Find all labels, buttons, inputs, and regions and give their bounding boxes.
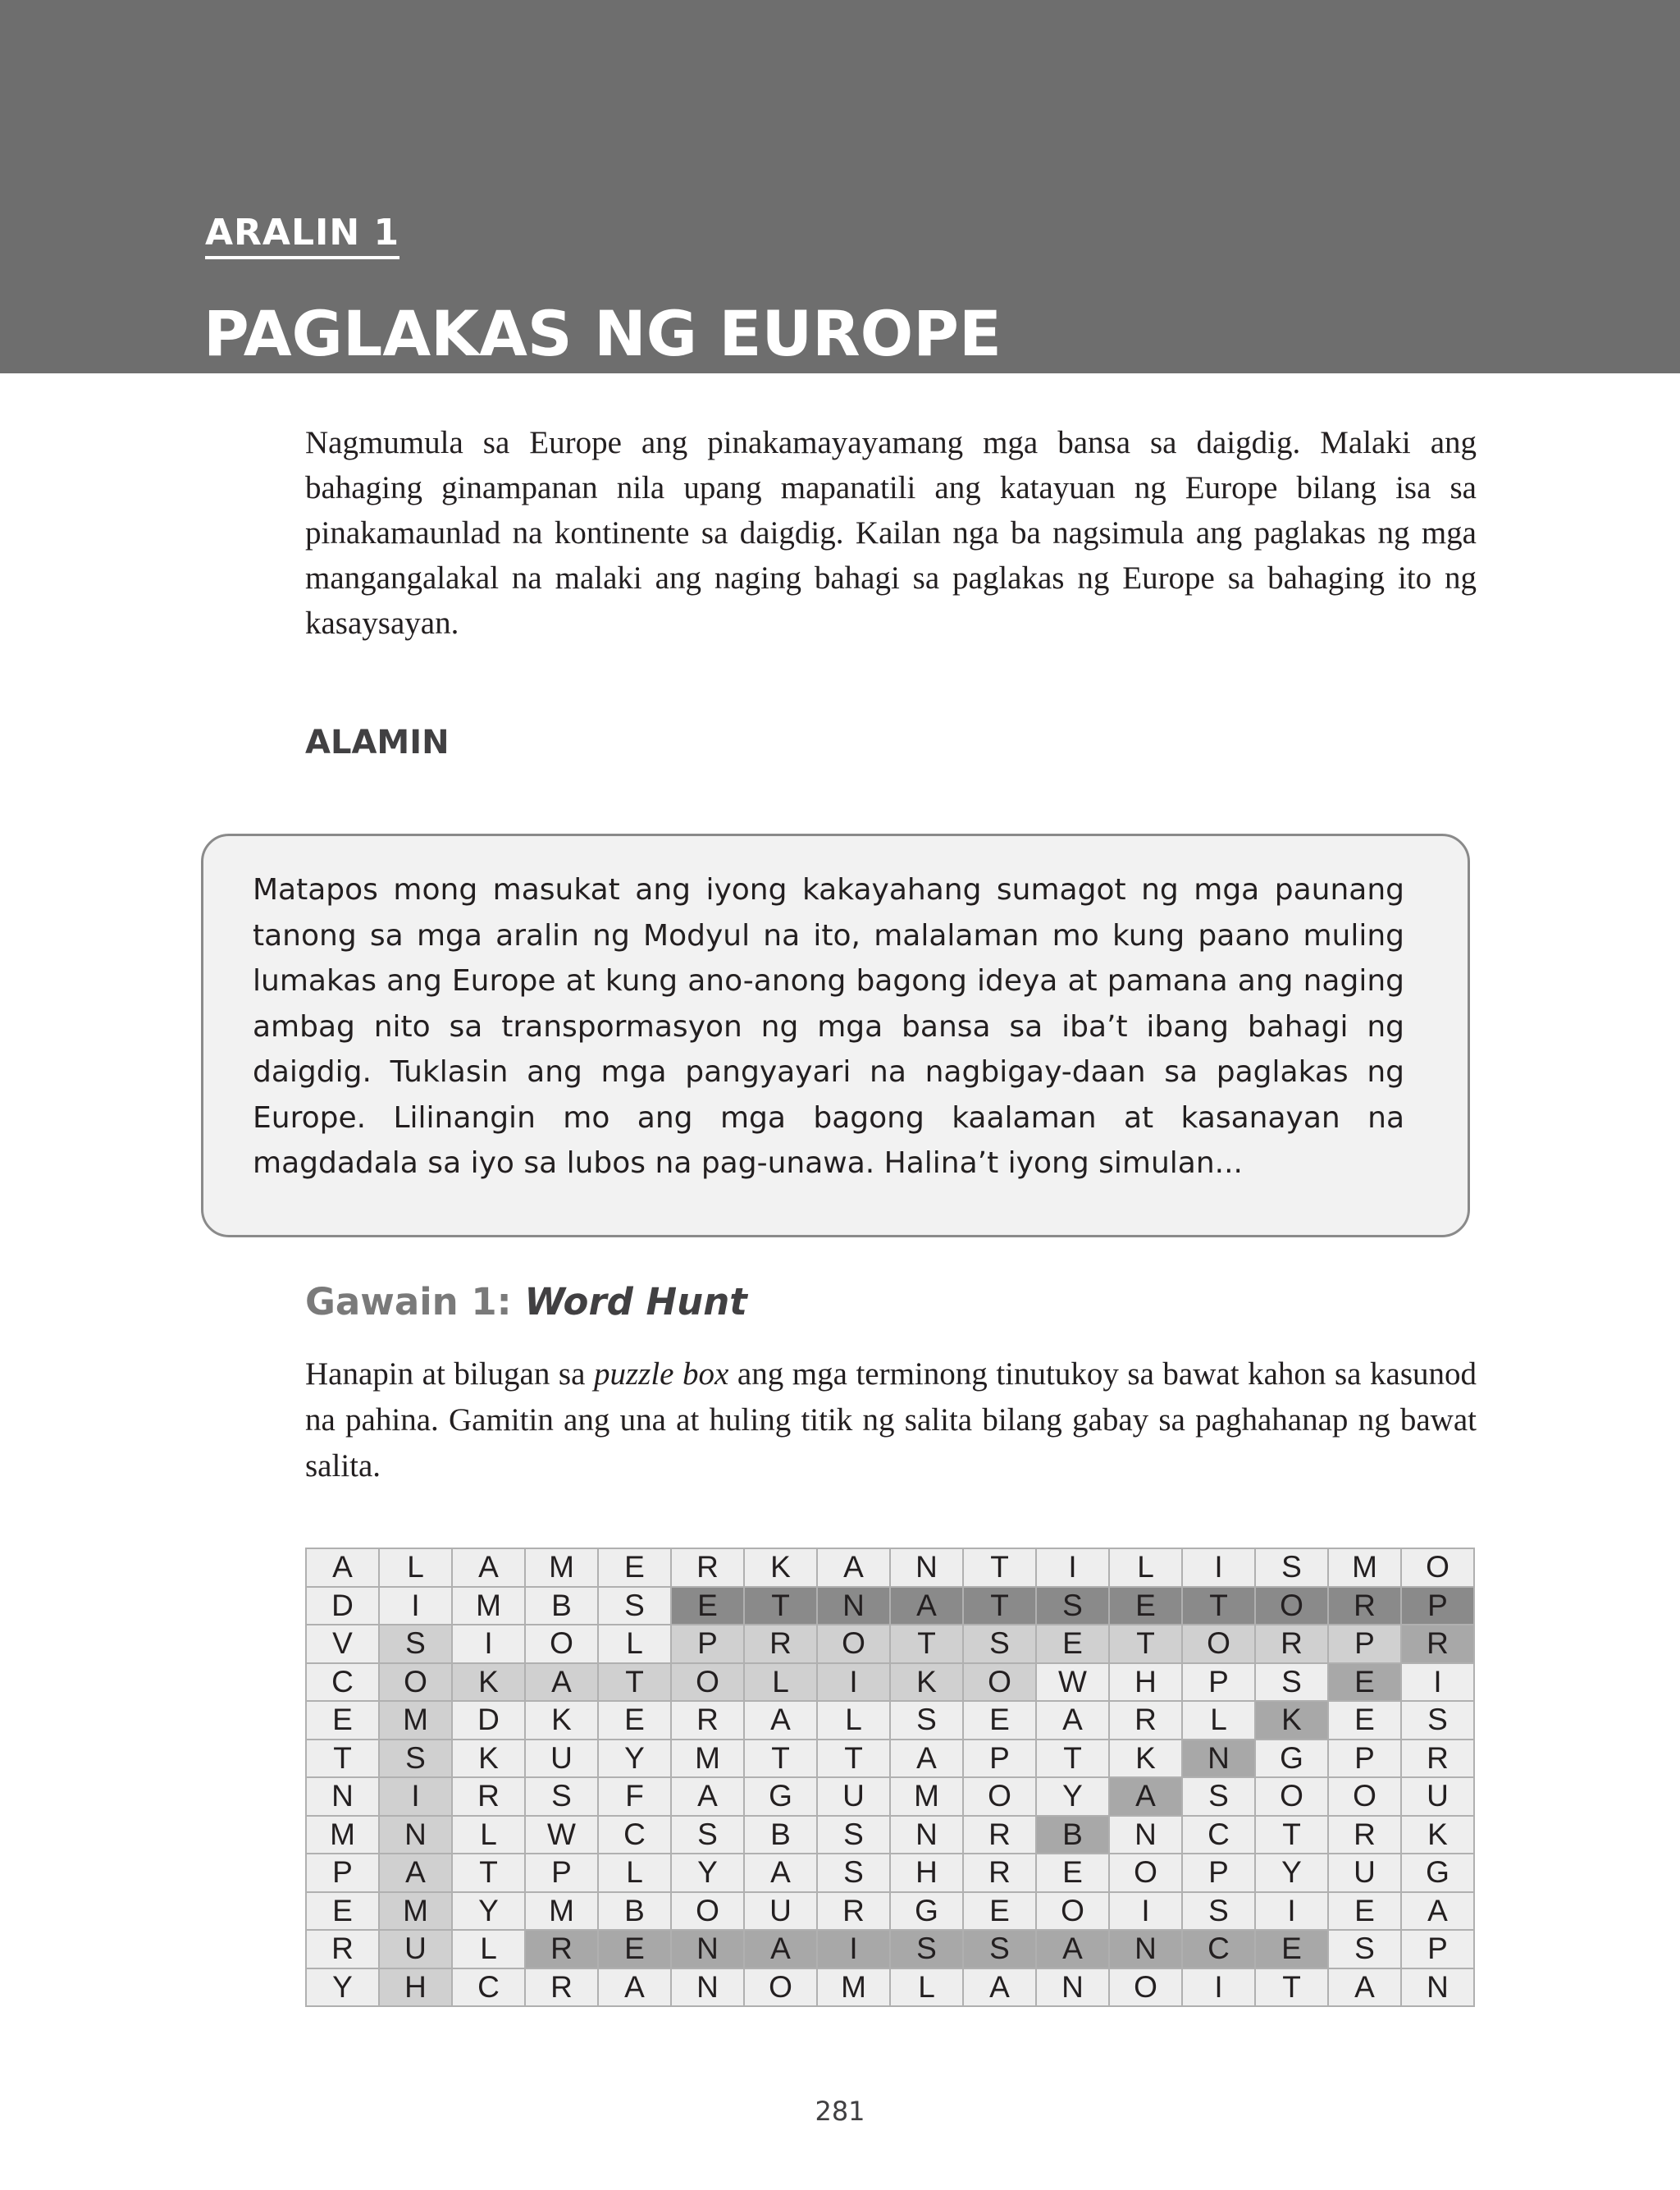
puzzle-row bbox=[306, 1701, 1474, 1740]
puzzle-cell[interactable]: M bbox=[452, 1587, 525, 1625]
puzzle-cell[interactable]: G bbox=[744, 1777, 817, 1816]
puzzle-cell[interactable]: I bbox=[1036, 1548, 1109, 1587]
puzzle-cell[interactable]: R bbox=[452, 1777, 525, 1816]
puzzle-cell[interactable]: N bbox=[890, 1816, 963, 1854]
puzzle-cell[interactable]: A bbox=[379, 1854, 452, 1892]
puzzle-cell[interactable]: V bbox=[306, 1625, 379, 1663]
puzzle-cell[interactable]: E bbox=[963, 1701, 1036, 1740]
puzzle-cell[interactable]: L bbox=[744, 1663, 817, 1702]
puzzle-cell[interactable]: H bbox=[890, 1854, 963, 1892]
puzzle-cell[interactable]: A bbox=[744, 1854, 817, 1892]
puzzle-cell[interactable]: A bbox=[1401, 1892, 1474, 1931]
lesson-title: PAGLAKAS NG EUROPE bbox=[203, 297, 1002, 370]
puzzle-grid bbox=[306, 1548, 1474, 2006]
puzzle-cell[interactable]: R bbox=[744, 1625, 817, 1663]
puzzle-cell[interactable]: S bbox=[379, 1625, 452, 1663]
puzzle-cell[interactable]: O bbox=[1255, 1777, 1328, 1816]
puzzle-row bbox=[306, 1777, 1474, 1816]
objective-text: Matapos mong masukat ang iyong kakayahang sumagot ng mga paunang tanong sa mga aralin ng Modyul na ito, malalaman mo kung paano muling lumakas ang Europe at kung ano-anong bagong ideya at pamana ang naging ambag nito sa transpormasyon ng mga bansa sa iba’t ibang bahagi ng daigdig. Tuklasin ang mga pangyayari na nagbigay-daan sa paglakas ng Europe. Lilinangin mo ang mga bagong kaalaman at kasanayan na magdadala sa iyo sa lubos na pag-unawa. Halina’t iyong simulan... bbox=[253, 873, 1404, 1180]
puzzle-cell[interactable]: S bbox=[525, 1777, 598, 1816]
puzzle-cell[interactable]: T bbox=[744, 1587, 817, 1625]
puzzle-cell[interactable]: C bbox=[1182, 1816, 1255, 1854]
puzzle-cell[interactable]: S bbox=[817, 1854, 890, 1892]
puzzle-cell[interactable]: I bbox=[452, 1625, 525, 1663]
puzzle-cell[interactable]: E bbox=[1109, 1587, 1182, 1625]
puzzle-cell[interactable]: T bbox=[1182, 1587, 1255, 1625]
puzzle-cell[interactable]: K bbox=[1401, 1816, 1474, 1854]
instruction-paragraph bbox=[305, 1351, 1477, 1489]
puzzle-cell[interactable]: E bbox=[598, 1930, 671, 1968]
puzzle-cell[interactable]: T bbox=[963, 1548, 1036, 1587]
puzzle-row bbox=[306, 1587, 1474, 1625]
puzzle-cell[interactable]: L bbox=[598, 1625, 671, 1663]
puzzle-row bbox=[306, 1892, 1474, 1931]
puzzle-cell[interactable]: E bbox=[306, 1892, 379, 1931]
puzzle-cell[interactable]: G bbox=[890, 1892, 963, 1931]
puzzle-cell[interactable]: S bbox=[379, 1740, 452, 1778]
puzzle-cell[interactable]: E bbox=[598, 1701, 671, 1740]
puzzle-cell[interactable]: E bbox=[1036, 1625, 1109, 1663]
puzzle-cell[interactable]: A bbox=[744, 1701, 817, 1740]
puzzle-cell[interactable]: S bbox=[671, 1816, 744, 1854]
puzzle-cell[interactable]: E bbox=[1328, 1701, 1401, 1740]
puzzle-cell[interactable]: E bbox=[1255, 1930, 1328, 1968]
lesson-label: ARALIN 1 bbox=[205, 212, 399, 259]
puzzle-cell[interactable]: N bbox=[306, 1777, 379, 1816]
puzzle-cell[interactable]: I bbox=[817, 1930, 890, 1968]
puzzle-cell[interactable]: M bbox=[379, 1892, 452, 1931]
puzzle-cell[interactable]: Y bbox=[452, 1892, 525, 1931]
puzzle-cell[interactable]: I bbox=[1255, 1892, 1328, 1931]
puzzle-cell[interactable]: S bbox=[1401, 1701, 1474, 1740]
puzzle-cell[interactable]: E bbox=[598, 1548, 671, 1587]
puzzle-cell[interactable]: B bbox=[744, 1816, 817, 1854]
puzzle-cell[interactable]: S bbox=[1036, 1587, 1109, 1625]
puzzle-cell[interactable]: L bbox=[598, 1854, 671, 1892]
puzzle-cell[interactable]: R bbox=[525, 1968, 598, 2007]
puzzle-cell[interactable]: F bbox=[598, 1777, 671, 1816]
puzzle-row bbox=[306, 1930, 1474, 1968]
puzzle-cell[interactable]: R bbox=[1255, 1625, 1328, 1663]
instruction-text-after: ang mga terminong tinutukoy sa bawat kahon sa kasunod na pahina. Gamitin ang una at huling titik ng salita bilang gabay sa paghahanap ng bawat salita. bbox=[305, 1356, 1477, 1484]
puzzle-cell[interactable]: E bbox=[1036, 1854, 1109, 1892]
puzzle-cell[interactable]: S bbox=[1182, 1777, 1255, 1816]
puzzle-cell[interactable]: L bbox=[452, 1816, 525, 1854]
puzzle-cell[interactable]: M bbox=[306, 1816, 379, 1854]
puzzle-cell[interactable]: C bbox=[306, 1663, 379, 1702]
puzzle-cell[interactable]: Y bbox=[671, 1854, 744, 1892]
puzzle-cell[interactable]: P bbox=[1401, 1587, 1474, 1625]
puzzle-cell[interactable]: O bbox=[379, 1663, 452, 1702]
puzzle-cell[interactable]: L bbox=[1109, 1548, 1182, 1587]
puzzle-row bbox=[306, 1816, 1474, 1854]
puzzle-cell[interactable]: P bbox=[1328, 1625, 1401, 1663]
puzzle-cell[interactable]: A bbox=[452, 1548, 525, 1587]
instruction-text-before: Hanapin at bilugan sa bbox=[305, 1356, 594, 1392]
puzzle-cell[interactable]: T bbox=[963, 1587, 1036, 1625]
puzzle-cell[interactable]: P bbox=[1401, 1930, 1474, 1968]
puzzle-cell[interactable]: T bbox=[890, 1625, 963, 1663]
puzzle-cell[interactable]: O bbox=[1109, 1968, 1182, 2007]
puzzle-cell[interactable]: U bbox=[1401, 1777, 1474, 1816]
puzzle-cell[interactable]: O bbox=[1182, 1625, 1255, 1663]
puzzle-cell[interactable]: R bbox=[1109, 1701, 1182, 1740]
puzzle-row bbox=[306, 1548, 1474, 1587]
puzzle-cell[interactable]: W bbox=[525, 1816, 598, 1854]
puzzle-cell[interactable]: P bbox=[525, 1854, 598, 1892]
puzzle-cell[interactable]: A bbox=[963, 1968, 1036, 2007]
puzzle-cell[interactable]: L bbox=[1182, 1701, 1255, 1740]
puzzle-cell[interactable]: U bbox=[525, 1740, 598, 1778]
puzzle-cell[interactable]: E bbox=[671, 1587, 744, 1625]
puzzle-cell[interactable]: R bbox=[963, 1854, 1036, 1892]
puzzle-cell[interactable]: C bbox=[1182, 1930, 1255, 1968]
puzzle-cell[interactable]: O bbox=[671, 1892, 744, 1931]
puzzle-cell[interactable]: I bbox=[1109, 1892, 1182, 1931]
puzzle-cell[interactable]: O bbox=[671, 1663, 744, 1702]
puzzle-cell[interactable]: M bbox=[379, 1701, 452, 1740]
puzzle-cell[interactable]: A bbox=[525, 1663, 598, 1702]
puzzle-cell[interactable]: S bbox=[1255, 1548, 1328, 1587]
puzzle-row bbox=[306, 1625, 1474, 1663]
header-band bbox=[0, 0, 1680, 373]
puzzle-cell[interactable]: Y bbox=[1036, 1777, 1109, 1816]
puzzle-cell[interactable]: E bbox=[1328, 1663, 1401, 1702]
instruction-emphasis: puzzle box bbox=[593, 1356, 729, 1392]
puzzle-cell[interactable]: L bbox=[817, 1701, 890, 1740]
puzzle-cell[interactable]: P bbox=[1182, 1854, 1255, 1892]
puzzle-cell[interactable]: T bbox=[744, 1740, 817, 1778]
puzzle-cell[interactable]: S bbox=[1328, 1930, 1401, 1968]
puzzle-cell[interactable]: N bbox=[1109, 1930, 1182, 1968]
puzzle-cell[interactable]: R bbox=[525, 1930, 598, 1968]
puzzle-cell[interactable]: C bbox=[452, 1968, 525, 2007]
puzzle-cell[interactable]: B bbox=[598, 1892, 671, 1931]
objective-box bbox=[201, 834, 1470, 1237]
puzzle-cell[interactable]: I bbox=[817, 1663, 890, 1702]
puzzle-cell[interactable]: K bbox=[1109, 1740, 1182, 1778]
puzzle-cell[interactable]: E bbox=[306, 1701, 379, 1740]
puzzle-cell[interactable]: P bbox=[963, 1740, 1036, 1778]
puzzle-row bbox=[306, 1740, 1474, 1778]
puzzle-cell[interactable]: A bbox=[817, 1548, 890, 1587]
puzzle-cell[interactable]: S bbox=[890, 1930, 963, 1968]
puzzle-cell[interactable]: A bbox=[744, 1930, 817, 1968]
puzzle-cell[interactable]: D bbox=[452, 1701, 525, 1740]
puzzle-cell[interactable]: Y bbox=[1255, 1854, 1328, 1892]
puzzle-cell[interactable]: N bbox=[1109, 1816, 1182, 1854]
page-number: 281 bbox=[815, 2096, 865, 2127]
puzzle-cell[interactable]: B bbox=[1036, 1816, 1109, 1854]
puzzle-cell[interactable]: I bbox=[1401, 1663, 1474, 1702]
puzzle-cell[interactable]: A bbox=[598, 1968, 671, 2007]
puzzle-cell[interactable]: R bbox=[306, 1930, 379, 1968]
puzzle-cell[interactable]: Y bbox=[598, 1740, 671, 1778]
puzzle-cell[interactable]: O bbox=[525, 1625, 598, 1663]
puzzle-cell[interactable]: M bbox=[525, 1892, 598, 1931]
puzzle-cell[interactable]: K bbox=[744, 1548, 817, 1587]
puzzle-cell[interactable]: N bbox=[1182, 1740, 1255, 1778]
puzzle-cell[interactable]: H bbox=[379, 1968, 452, 2007]
puzzle-cell[interactable]: D bbox=[306, 1587, 379, 1625]
puzzle-cell[interactable]: O bbox=[1401, 1548, 1474, 1587]
puzzle-cell[interactable]: R bbox=[817, 1892, 890, 1931]
puzzle-cell[interactable]: U bbox=[817, 1777, 890, 1816]
puzzle-cell[interactable]: N bbox=[1036, 1968, 1109, 2007]
puzzle-row bbox=[306, 1968, 1474, 2007]
puzzle-cell[interactable]: H bbox=[1109, 1663, 1182, 1702]
puzzle-cell[interactable]: O bbox=[744, 1968, 817, 2007]
word-hunt-puzzle bbox=[305, 1548, 1475, 2007]
puzzle-cell[interactable]: S bbox=[598, 1587, 671, 1625]
puzzle-cell[interactable]: A bbox=[1036, 1701, 1109, 1740]
puzzle-cell[interactable]: I bbox=[379, 1587, 452, 1625]
puzzle-cell[interactable]: M bbox=[1328, 1548, 1401, 1587]
puzzle-cell[interactable]: O bbox=[817, 1625, 890, 1663]
puzzle-cell[interactable]: M bbox=[525, 1548, 598, 1587]
intro-paragraph: Nagmumula sa Europe ang pinakamayayamang mga bansa sa daigdig. Malaki ang bahaging ginampanan nila upang mapanatili ang katayuan ng Europe bilang isa sa pinakamaunlad na kontinente sa daigdig. Kailan nga ba nagsimula ang paglakas ng mga mangangalakal na malaki ang naging bahagi sa paglakas ng Europe sa bahaging ito ng kasaysayan. bbox=[305, 425, 1477, 641]
puzzle-cell[interactable]: A bbox=[306, 1548, 379, 1587]
puzzle-cell[interactable]: K bbox=[525, 1701, 598, 1740]
puzzle-cell[interactable]: A bbox=[890, 1740, 963, 1778]
puzzle-cell[interactable]: N bbox=[890, 1548, 963, 1587]
puzzle-cell[interactable]: T bbox=[598, 1663, 671, 1702]
puzzle-cell[interactable]: A bbox=[890, 1587, 963, 1625]
puzzle-cell[interactable]: U bbox=[744, 1892, 817, 1931]
puzzle-cell[interactable]: A bbox=[1328, 1968, 1401, 2007]
puzzle-cell[interactable]: S bbox=[963, 1930, 1036, 1968]
activity-title: Word Hunt bbox=[524, 1280, 747, 1324]
puzzle-cell[interactable]: R bbox=[671, 1548, 744, 1587]
puzzle-cell[interactable]: P bbox=[671, 1625, 744, 1663]
puzzle-cell[interactable]: R bbox=[963, 1816, 1036, 1854]
puzzle-cell[interactable]: C bbox=[598, 1816, 671, 1854]
puzzle-cell[interactable]: K bbox=[452, 1740, 525, 1778]
puzzle-cell[interactable]: O bbox=[963, 1663, 1036, 1702]
puzzle-cell[interactable]: K bbox=[890, 1663, 963, 1702]
puzzle-cell[interactable]: T bbox=[1036, 1740, 1109, 1778]
puzzle-cell[interactable]: E bbox=[1328, 1892, 1401, 1931]
puzzle-cell[interactable]: O bbox=[1036, 1892, 1109, 1931]
puzzle-cell[interactable]: T bbox=[452, 1854, 525, 1892]
puzzle-cell[interactable]: K bbox=[1255, 1701, 1328, 1740]
puzzle-cell[interactable]: R bbox=[1401, 1740, 1474, 1778]
puzzle-cell[interactable]: T bbox=[817, 1740, 890, 1778]
puzzle-cell[interactable]: A bbox=[1109, 1777, 1182, 1816]
puzzle-cell[interactable]: A bbox=[1036, 1930, 1109, 1968]
puzzle-cell[interactable]: R bbox=[1328, 1587, 1401, 1625]
puzzle-cell[interactable]: P bbox=[1328, 1740, 1401, 1778]
puzzle-cell[interactable]: N bbox=[379, 1816, 452, 1854]
puzzle-cell[interactable]: S bbox=[890, 1701, 963, 1740]
puzzle-cell[interactable]: I bbox=[379, 1777, 452, 1816]
puzzle-cell[interactable]: S bbox=[1182, 1892, 1255, 1931]
puzzle-cell[interactable]: Y bbox=[306, 1968, 379, 2007]
puzzle-cell[interactable]: G bbox=[1255, 1740, 1328, 1778]
puzzle-cell[interactable]: N bbox=[671, 1968, 744, 2007]
puzzle-cell[interactable]: O bbox=[963, 1777, 1036, 1816]
puzzle-cell[interactable]: A bbox=[671, 1777, 744, 1816]
puzzle-cell[interactable]: L bbox=[379, 1548, 452, 1587]
puzzle-cell[interactable]: T bbox=[1255, 1816, 1328, 1854]
puzzle-cell[interactable]: O bbox=[1328, 1777, 1401, 1816]
puzzle-cell[interactable]: T bbox=[1109, 1625, 1182, 1663]
puzzle-cell[interactable]: G bbox=[1401, 1854, 1474, 1892]
puzzle-cell[interactable]: N bbox=[1401, 1968, 1474, 2007]
puzzle-cell[interactable]: W bbox=[1036, 1663, 1109, 1702]
puzzle-cell[interactable]: B bbox=[525, 1587, 598, 1625]
puzzle-cell[interactable]: S bbox=[817, 1816, 890, 1854]
puzzle-cell[interactable]: M bbox=[817, 1968, 890, 2007]
puzzle-cell[interactable]: U bbox=[1328, 1854, 1401, 1892]
puzzle-cell[interactable]: N bbox=[817, 1587, 890, 1625]
puzzle-cell[interactable]: L bbox=[452, 1930, 525, 1968]
puzzle-cell[interactable]: M bbox=[671, 1740, 744, 1778]
puzzle-cell[interactable]: K bbox=[452, 1663, 525, 1702]
puzzle-cell[interactable]: I bbox=[1182, 1548, 1255, 1587]
puzzle-cell[interactable]: P bbox=[306, 1854, 379, 1892]
section-heading: ALAMIN bbox=[305, 724, 450, 761]
puzzle-cell[interactable]: E bbox=[963, 1892, 1036, 1931]
activity-heading bbox=[305, 1273, 747, 1331]
puzzle-cell[interactable]: T bbox=[306, 1740, 379, 1778]
puzzle-cell[interactable]: I bbox=[1182, 1968, 1255, 2007]
puzzle-cell[interactable]: S bbox=[963, 1625, 1036, 1663]
puzzle-cell[interactable]: R bbox=[671, 1701, 744, 1740]
puzzle-row bbox=[306, 1663, 1474, 1702]
puzzle-cell[interactable]: U bbox=[379, 1930, 452, 1968]
puzzle-cell[interactable]: R bbox=[1401, 1625, 1474, 1663]
puzzle-cell[interactable]: N bbox=[671, 1930, 744, 1968]
puzzle-cell[interactable]: O bbox=[1255, 1587, 1328, 1625]
puzzle-cell[interactable]: T bbox=[1255, 1968, 1328, 2007]
puzzle-row bbox=[306, 1854, 1474, 1892]
puzzle-cell[interactable]: O bbox=[1109, 1854, 1182, 1892]
puzzle-cell[interactable]: L bbox=[890, 1968, 963, 2007]
puzzle-cell[interactable]: R bbox=[1328, 1816, 1401, 1854]
puzzle-cell[interactable]: M bbox=[890, 1777, 963, 1816]
puzzle-cell[interactable]: P bbox=[1182, 1663, 1255, 1702]
activity-number: Gawain 1: bbox=[305, 1280, 512, 1324]
puzzle-cell[interactable]: S bbox=[1255, 1663, 1328, 1702]
